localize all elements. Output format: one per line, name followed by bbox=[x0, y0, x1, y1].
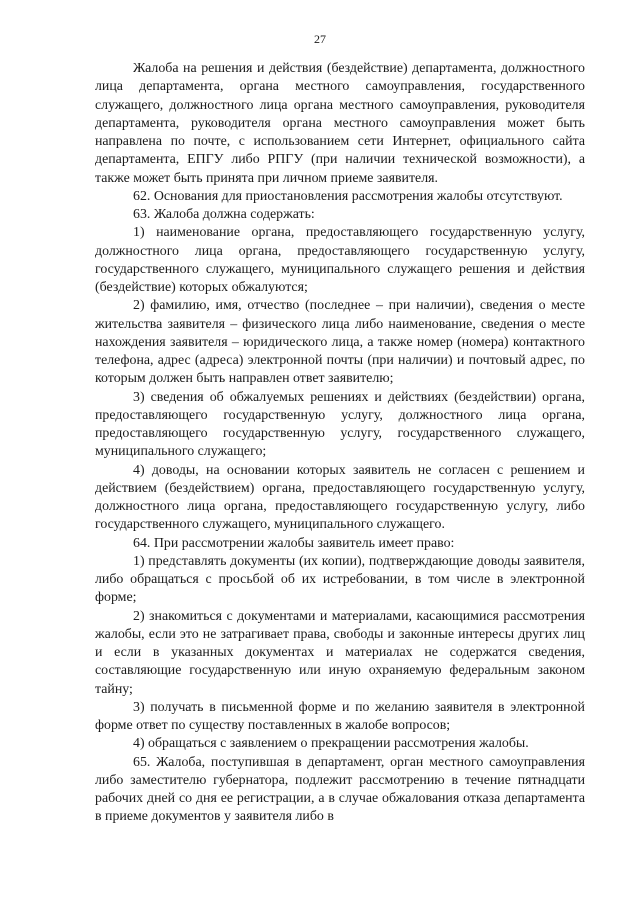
paragraph-63-item-2: 2) фамилию, имя, отчество (последнее – при наличии), сведения о месте жительства заявителя – физического лица либо наименование, сведения о месте нахождения заявителя – юридического лица, а также номер (номера) контактного телефона, адрес (адреса) электронной почты (при наличии) и почтовый адрес, по которым должен быть направлен ответ заявителю; bbox=[95, 298, 585, 387]
page-number: 27 bbox=[314, 32, 326, 46]
paragraph-complaint-channels: Жалоба на решения и действия (бездействие) департамента, должностного лица департамента, органа местного самоуправления, государственного служащего, должностного лица органа местного самоуправления, руководителя департамента, руководителя органа местного самоуправления может быть направлена по почте, с использованием сети Интернет, официального сайта департамента, ЕПГУ либо РПГУ (при наличии технической возможности), а также может быть принята при личном приеме заявителя. bbox=[95, 61, 585, 186]
paragraph-65-review-period: 65. Жалоба, поступившая в департамент, орган местного самоуправления либо заместителю губернатора, подлежит рассмотрению в течение пятнадцати рабочих дней со дня ее регистрации, а в случае обжалования отказа департамента в приеме документов у заявителя либо в bbox=[95, 754, 585, 825]
paragraph-62-no-suspension: 62. Основания для приостановления рассмотрения жалобы отсутствуют. bbox=[133, 188, 563, 204]
paragraph-64-item-4: 4) обращаться с заявлением о прекращении рассмотрения жалобы. bbox=[133, 736, 529, 752]
paragraph-63-item-4: 4) доводы, на основании которых заявитель не согласен с решением и действием (бездействием) органа, предоставляющего государственную услугу, должностного лица органа, предоставляющего государственную услугу, либо государственного служащего, муниципального служащего. bbox=[95, 462, 585, 533]
paragraph-64-item-2: 2) знакомиться с документами и материалами, касающимися рассмотрения жалобы, если это не затрагивает права, свободы и законные интересы других лиц и если в указанных документах и материалах не содержатся сведения, составляющие государственную или иную охраняемую федеральным законом тайну; bbox=[95, 608, 585, 697]
paragraph-63-complaint-contents: 63. Жалоба должна содержать: bbox=[133, 207, 315, 222]
paragraph-63-item-3: 3) сведения об обжалуемых решениях и действиях (бездействии) органа, предоставляющего государственную услугу, должностного лица органа, предоставляющего государственную услугу, государственного служащего, муниципального служащего; bbox=[95, 389, 585, 460]
document-body bbox=[95, 60, 585, 827]
paragraph-64-item-1: 1) представлять документы (их копии), подтверждающие доводы заявителя, либо обращаться с просьбой об их истребовании, в том числе в электронной форме; bbox=[95, 553, 585, 606]
paragraph-64-item-3: 3) получать в письменной форме и по желанию заявителя в электронной форме ответ по существу поставленных в жалобе вопросов; bbox=[95, 699, 585, 733]
paragraph-63-item-1: 1) наименование органа, предоставляющего государственную услугу, должностного лица органа, предоставляющего государственную услугу, государственного служащего, муниципального служащего решения и действия (бездействие) которых обжалуются; bbox=[95, 225, 585, 295]
paragraph-64-applicant-rights: 64. При рассмотрении жалобы заявитель имеет право: bbox=[133, 535, 455, 551]
